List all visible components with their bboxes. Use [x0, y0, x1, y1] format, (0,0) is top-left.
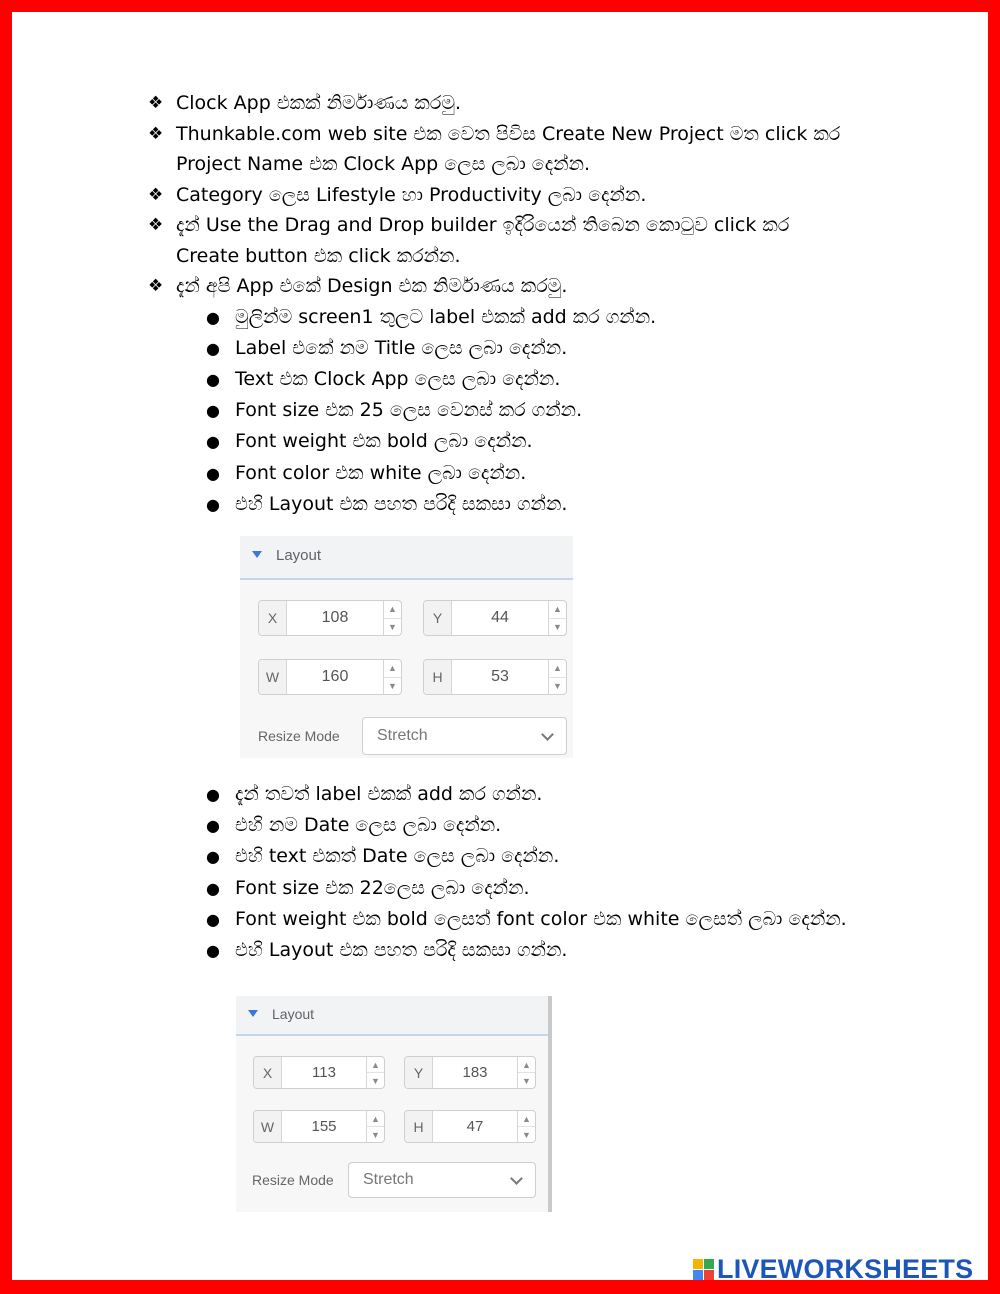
stepper-down-icon[interactable]: ▼: [553, 621, 562, 632]
y-value[interactable]: 183: [462, 1064, 488, 1081]
bullet-dot-icon: ●: [206, 494, 220, 514]
w-field[interactable]: [258, 659, 402, 695]
list-item-text: Font weight එක bold ලබා දෙන්න.: [235, 430, 533, 453]
layout-panel-title-text: Layout: [276, 547, 322, 564]
date-label-steps-list: [148, 779, 908, 966]
instruction-text: Category ලෙස Lifestyle හා Productivity ලබා දෙන්න.: [176, 183, 647, 206]
w-label: W: [259, 660, 287, 694]
instruction-text: Clock App එකක් නිර්මාණය කරමු.: [176, 92, 462, 114]
y-label: Y: [424, 601, 452, 635]
worksheet-content-lower: [148, 779, 908, 966]
w-value[interactable]: 155: [311, 1118, 337, 1135]
bullet-dot-icon: ●: [206, 432, 220, 452]
instruction-text: දැන් Use the Drag and Drop builder ඉදිරියෙන් තිබෙන කොටුව click කර: [176, 214, 790, 236]
h-field[interactable]: [423, 659, 567, 695]
list-item: [148, 810, 908, 841]
list-item-text: Text එක Clock App ලෙස ලබා දෙන්න.: [235, 367, 561, 390]
chevron-down-icon: [541, 728, 554, 741]
y-field[interactable]: [423, 600, 567, 636]
instruction-line: [148, 119, 908, 150]
w-field[interactable]: [253, 1110, 385, 1143]
list-item-text: Font size එක 25 ලෙස වෙනස් කර ගන්න.: [235, 399, 583, 422]
x-stepper[interactable]: [383, 601, 401, 635]
h-stepper[interactable]: [548, 660, 566, 694]
resize-mode-label: Resize Mode: [258, 728, 340, 744]
list-item-text: Font weight එක bold ලෙසත් font color එක white ලෙසත් ලබා දෙන්න.: [235, 907, 847, 930]
design-steps-list: [148, 302, 908, 520]
diamond-bullet-icon: ❖: [148, 276, 164, 296]
y-label: Y: [405, 1057, 433, 1088]
list-item: [148, 904, 908, 935]
stepper-down-icon[interactable]: ▼: [522, 1129, 531, 1140]
x-value[interactable]: 113: [312, 1064, 336, 1081]
stepper-down-icon[interactable]: ▼: [371, 1129, 380, 1140]
stepper-up-icon[interactable]: ▲: [384, 601, 401, 619]
stepper-down-icon[interactable]: ▼: [371, 1075, 380, 1086]
list-item: [148, 302, 908, 333]
list-item: [148, 779, 908, 810]
x-label: X: [254, 1057, 282, 1088]
layout-panel-title-text: Layout: [272, 1006, 315, 1022]
layout-panel-date: [236, 996, 552, 1212]
stepper-down-icon[interactable]: ▼: [522, 1075, 531, 1086]
list-item: [148, 395, 908, 426]
stepper-up-icon[interactable]: ▲: [518, 1111, 535, 1127]
instruction-line: [148, 88, 908, 119]
instruction-text: Project Name එක Clock App ලෙස ලබා දෙන්න.: [176, 153, 591, 175]
list-item: [148, 333, 908, 364]
w-stepper[interactable]: [366, 1111, 384, 1142]
stepper-up-icon[interactable]: ▲: [384, 660, 401, 678]
list-item: [148, 489, 908, 520]
stepper-down-icon[interactable]: ▼: [388, 680, 397, 691]
instruction-line: [148, 149, 908, 180]
bullet-dot-icon: ●: [206, 909, 220, 929]
collapse-triangle-icon[interactable]: [248, 1010, 258, 1017]
y-stepper[interactable]: [517, 1057, 535, 1088]
list-item-text: Font size එක 22ලෙස ලබා දෙන්න.: [235, 876, 530, 899]
resize-mode-select[interactable]: [348, 1162, 536, 1198]
list-item: [148, 426, 908, 457]
list-item-text: එහි Layout එක පහත පරිදි සකසා ගන්න.: [235, 492, 568, 515]
bullet-dot-icon: ●: [206, 785, 220, 804]
collapse-triangle-icon[interactable]: [252, 551, 262, 558]
list-item-text: දැන් තවත් label එකක් add කර ගන්න.: [235, 783, 543, 805]
resize-mode-select[interactable]: [362, 717, 567, 755]
liveworksheets-logo-text: LIVEWORKSHEETS: [717, 1253, 974, 1284]
bullet-dot-icon: ●: [206, 941, 220, 961]
list-item-text: එහි text එකත් Date ලෙස ලබා දෙන්න.: [235, 845, 560, 868]
diamond-bullet-icon: ❖: [148, 123, 164, 144]
diamond-bullet-icon: ❖: [148, 93, 164, 113]
bullet-dot-icon: ●: [206, 463, 220, 483]
h-value[interactable]: 53: [491, 668, 509, 685]
main-instruction-list: [148, 88, 908, 302]
layout-panel-header[interactable]: [236, 996, 548, 1036]
resize-mode-value: Stretch: [377, 727, 428, 744]
h-label: H: [405, 1111, 433, 1142]
instruction-text: දැන් අපි App එකේ Design එක නිර්මාණය කරමු.: [176, 275, 568, 297]
stepper-up-icon[interactable]: ▲: [518, 1057, 535, 1073]
bullet-dot-icon: ●: [206, 307, 220, 327]
bullet-dot-icon: ●: [206, 369, 220, 389]
layout-panel-header[interactable]: [240, 536, 573, 580]
instruction-text: Create button එක click කරන්න.: [176, 244, 461, 267]
instruction-line: [148, 241, 908, 272]
layout-panel-title: [240, 536, 573, 758]
bullet-dot-icon: ●: [206, 847, 220, 867]
x-field[interactable]: [258, 600, 402, 636]
x-stepper[interactable]: [366, 1057, 384, 1088]
resize-mode-value: Stretch: [363, 1171, 414, 1188]
liveworksheets-logo-icon: [693, 1259, 714, 1280]
stepper-up-icon[interactable]: ▲: [367, 1111, 384, 1127]
stepper-up-icon[interactable]: ▲: [549, 601, 566, 619]
list-item: [148, 458, 908, 489]
x-field[interactable]: [253, 1056, 385, 1089]
x-value[interactable]: 108: [321, 609, 349, 626]
w-value[interactable]: 160: [321, 668, 349, 685]
stepper-up-icon[interactable]: ▲: [549, 660, 566, 678]
w-label: W: [254, 1111, 282, 1142]
stepper-down-icon[interactable]: ▼: [553, 680, 562, 691]
x-label: X: [259, 601, 287, 635]
h-field[interactable]: [404, 1110, 536, 1143]
y-field[interactable]: [404, 1056, 536, 1089]
list-item: [148, 841, 908, 872]
worksheet-content: [148, 88, 908, 520]
list-item: [148, 364, 908, 395]
list-item: [148, 935, 908, 966]
list-item-text: Label එකේ නම Title ලෙස ලබා දෙන්න.: [235, 336, 568, 359]
instruction-line: [148, 210, 908, 241]
y-stepper[interactable]: [548, 601, 566, 635]
diamond-bullet-icon: ❖: [148, 215, 164, 235]
stepper-up-icon[interactable]: ▲: [367, 1057, 384, 1073]
chevron-down-icon: [510, 1172, 523, 1185]
diamond-bullet-icon: ❖: [148, 184, 164, 205]
h-stepper[interactable]: [517, 1111, 535, 1142]
list-item-text: මුලින්ම screen1 තුලට label එකක් add කර ගන්න.: [235, 305, 657, 328]
y-value[interactable]: 44: [491, 609, 509, 626]
list-item-text: එහි Layout එක පහත පරිදි සකසා ගන්න.: [235, 939, 568, 962]
resize-mode-label: Resize Mode: [252, 1172, 334, 1188]
list-item-text: එහි නම Date ලෙස ලබා දෙන්න.: [235, 814, 502, 837]
instruction-text: Thunkable.com web site එක වෙත පිවිස Create New Project මත click කර: [176, 122, 841, 145]
w-stepper[interactable]: [383, 660, 401, 694]
liveworksheets-logo: [693, 1254, 973, 1284]
list-item: [148, 873, 908, 904]
stepper-down-icon[interactable]: ▼: [388, 621, 397, 632]
bullet-dot-icon: ●: [206, 878, 220, 898]
instruction-line: [148, 180, 908, 211]
list-item-text: Font color එක white ලබා දෙන්න.: [235, 461, 527, 484]
h-label: H: [424, 660, 452, 694]
instruction-line: [148, 271, 908, 302]
bullet-dot-icon: ●: [206, 816, 220, 836]
bullet-dot-icon: ●: [206, 401, 220, 421]
h-value[interactable]: 47: [466, 1118, 484, 1135]
bullet-dot-icon: ●: [206, 338, 220, 358]
